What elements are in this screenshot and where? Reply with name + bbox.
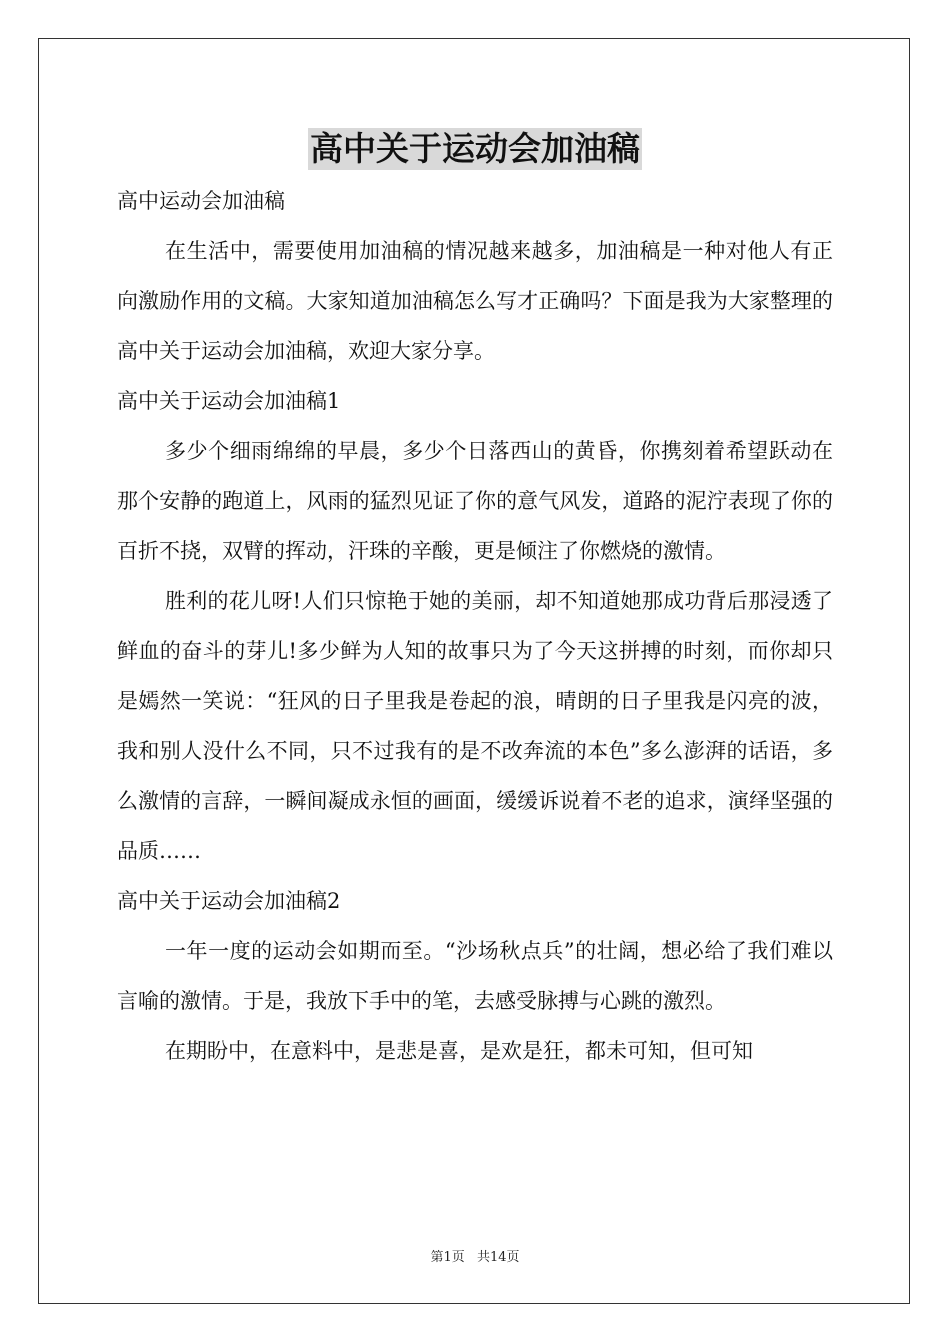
section-1-paragraph-2: 胜利的花儿呀!人们只惊艳于她的美丽，却不知道她那成功背后那浸透了鲜血的奋斗的芽儿!多少鲜为人知的故事只为了今天这拼搏的时刻，而你却只是嫣然一笑说：“狂风的日子里我是卷起的浪，晴朗的日子里我是闪亮的波，我和别人没什么不同，只不过我有的是不改奔流的本色”多么澎湃的话语，多么激情的言辞，一瞬间凝成永恒的画面，缓缓诉说着不老的追求，演绎坚强的品质…… <box>117 589 833 863</box>
document-subtitle: 高中运动会加油稿 <box>117 189 285 213</box>
section-2-paragraph-1: 一年一度的运动会如期而至。“沙场秋点兵”的壮阔，想必给了我们难以言喻的激情。于是，我放下手中的笔，去感受脉搏与心跳的激烈。 <box>117 939 833 1013</box>
title-wrap <box>0 128 950 170</box>
section-2-paragraph-2: 在期盼中，在意料中，是悲是喜，是欢是狂，都未可知，但可知 <box>165 1039 753 1063</box>
total-pages: 共14页 <box>476 1250 520 1265</box>
section-1-paragraph-1: 多少个细雨绵绵的早晨，多少个日落西山的黄昏，你携刻着希望跃动在那个安静的跑道上，风雨的猛烈见证了你的意气风发，道路的泥泞表现了你的百折不挠，双臂的挥动，汗珠的辛酸，更是倾注了你燃烧的激情。 <box>117 439 833 563</box>
intro-paragraph: 在生活中，需要使用加油稿的情况越来越多，加油稿是一种对他人有正向激励作用的文稿。大家知道加油稿怎么写才正确吗？下面是我为大家整理的高中关于运动会加油稿，欢迎大家分享。 <box>117 239 833 363</box>
document-title: 高中关于运动会加油稿 <box>310 129 640 168</box>
page-footer <box>0 1246 950 1265</box>
section-heading-1: 高中关于运动会加油稿1 <box>117 389 341 413</box>
page-number: 第1页 <box>430 1250 465 1265</box>
section-heading-2: 高中关于运动会加油稿2 <box>117 889 341 913</box>
document-body <box>117 176 833 1076</box>
